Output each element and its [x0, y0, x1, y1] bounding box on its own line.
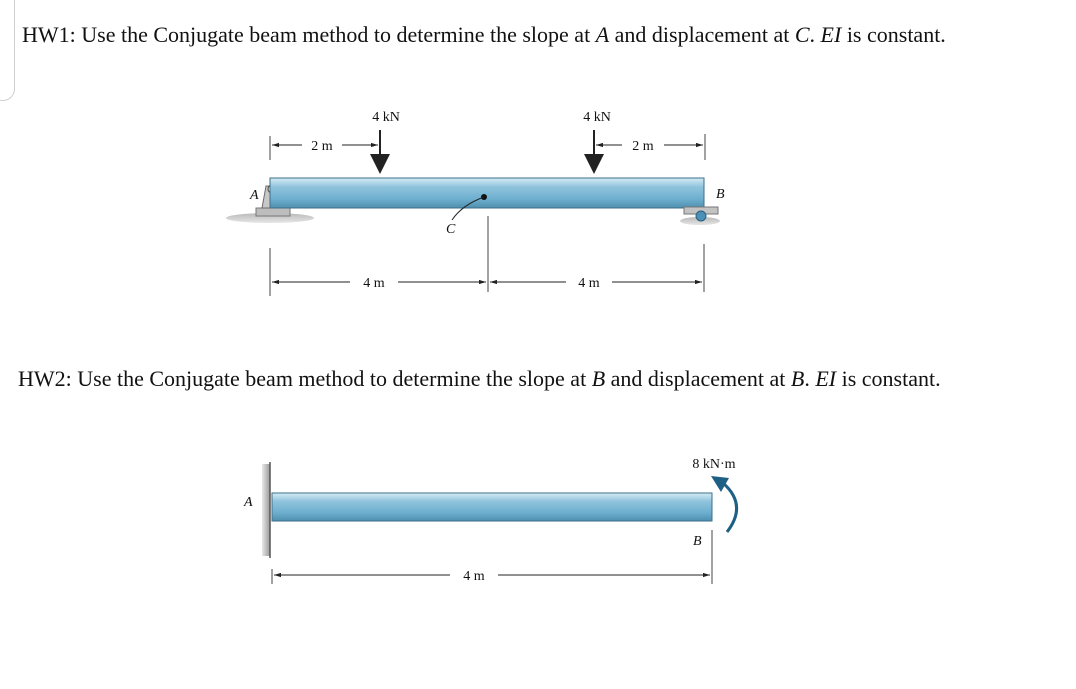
hw2-point-1: B	[591, 366, 606, 391]
moment-label: 8 kN·m	[692, 457, 736, 472]
dim-top-left-label: 2 m	[311, 139, 333, 154]
hw1-suffix: is constant.	[841, 22, 946, 47]
beam-1	[270, 178, 704, 208]
load-left-label: 4 kN	[372, 110, 400, 125]
hw1-point-1: A	[595, 22, 610, 47]
roller-support-icon	[680, 207, 720, 225]
figure2-cantilever-beam	[243, 457, 737, 584]
point-a-label: A	[244, 495, 253, 510]
point-a-label: A	[250, 188, 259, 203]
point-b-label: B	[716, 187, 725, 202]
hw2-point-2: B	[790, 366, 805, 391]
dim-span-label: 4 m	[463, 569, 485, 584]
beam-2	[272, 493, 712, 521]
hw1-dot: .	[809, 22, 821, 47]
moment-arc	[723, 483, 737, 532]
hw1-point-2: C	[794, 22, 810, 47]
load-right-label: 4 kN	[583, 110, 611, 125]
fixed-wall-icon	[262, 464, 270, 556]
hw1-prefix: HW1: Use the Conjugate beam method to determine the slope at	[22, 22, 596, 47]
point-c-label: C	[446, 222, 456, 237]
hw2-ei: EI	[815, 366, 837, 391]
hw1-ei: EI	[820, 22, 842, 47]
hw2-suffix: is constant.	[836, 366, 941, 391]
hw2-middle: and displacement at	[605, 366, 791, 391]
dim-bottom-right-label: 4 m	[578, 276, 600, 291]
dim-bottom-left-label: 4 m	[363, 276, 385, 291]
hw2-prefix: HW2: Use the Conjugate beam method to determine the slope at	[18, 366, 592, 391]
dim-top-right-label: 2 m	[632, 139, 654, 154]
hw2-dot: .	[804, 366, 816, 391]
moment-arrowhead-icon	[711, 476, 729, 492]
point-b-label: B	[693, 534, 702, 549]
hw1-middle: and displacement at	[609, 22, 795, 47]
figure1-simply-supported-beam	[226, 110, 725, 296]
